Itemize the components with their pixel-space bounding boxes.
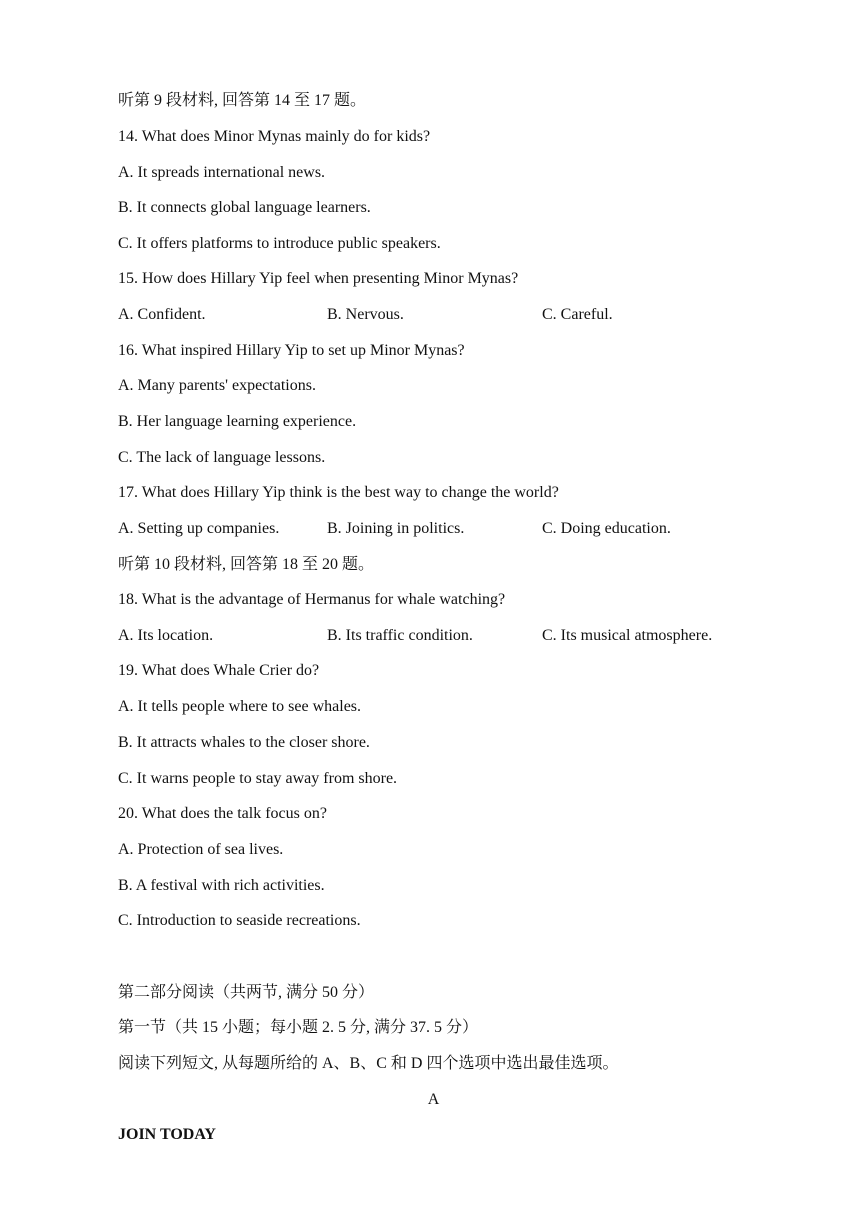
q16-option-c: C. The lack of language lessons. xyxy=(118,449,326,466)
question-19: 19. What does Whale Crier do? xyxy=(118,662,320,679)
part2-section1: 第一节（共 15 小题；每小题 2. 5 分, 满分 37. 5 分） xyxy=(118,1019,479,1036)
q20-option-b: B. A festival with rich activities. xyxy=(118,877,325,894)
part2-instruction: 阅读下列短文, 从每题所给的 A、B、C 和 D 四个选项中选出最佳选项。 xyxy=(118,1055,619,1072)
question-17: 17. What does Hillary Yip think is the best way to change the world? xyxy=(118,484,559,501)
q20-option-a: A. Protection of sea lives. xyxy=(118,841,284,858)
q15-option-b: B. Nervous. xyxy=(327,306,404,323)
q17-option-c: C. Doing education. xyxy=(542,520,671,537)
q19-option-c: C. It warns people to stay away from shore. xyxy=(118,770,398,787)
section9-instruction: 听第 9 段材料, 回答第 14 至 17 题。 xyxy=(118,92,367,109)
q14-option-a: A. It spreads international news. xyxy=(118,164,326,181)
question-18: 18. What is the advantage of Hermanus for whale watching? xyxy=(118,591,506,608)
q16-option-a: A. Many parents' expectations. xyxy=(118,377,316,394)
passage-letter: A xyxy=(427,1091,440,1108)
q18-option-a: A. Its location. xyxy=(118,627,214,644)
passage-title: JOIN TODAY xyxy=(118,1126,216,1143)
q19-option-a: A. It tells people where to see whales. xyxy=(118,698,362,715)
q17-option-b: B. Joining in politics. xyxy=(327,520,465,537)
q14-option-b: B. It connects global language learners. xyxy=(118,199,371,216)
part2-heading: 第二部分阅读（共两节, 满分 50 分） xyxy=(118,984,375,1001)
q20-option-c: C. Introduction to seaside recreations. xyxy=(118,912,361,929)
question-16: 16. What inspired Hillary Yip to set up Minor Mynas? xyxy=(118,342,465,359)
q17-option-a: A. Setting up companies. xyxy=(118,520,280,537)
section10-instruction: 听第 10 段材料, 回答第 18 至 20 题。 xyxy=(118,556,375,573)
q15-option-c: C. Careful. xyxy=(542,306,613,323)
question-15: 15. How does Hillary Yip feel when presenting Minor Mynas? xyxy=(118,270,519,287)
q18-option-c: C. Its musical atmosphere. xyxy=(542,627,713,644)
q18-option-b: B. Its traffic condition. xyxy=(327,627,473,644)
q15-option-a: A. Confident. xyxy=(118,306,206,323)
q14-option-c: C. It offers platforms to introduce public speakers. xyxy=(118,235,441,252)
question-14: 14. What does Minor Mynas mainly do for kids? xyxy=(118,128,431,145)
q19-option-b: B. It attracts whales to the closer shore. xyxy=(118,734,370,751)
question-20: 20. What does the talk focus on? xyxy=(118,805,327,822)
q16-option-b: B. Her language learning experience. xyxy=(118,413,357,430)
